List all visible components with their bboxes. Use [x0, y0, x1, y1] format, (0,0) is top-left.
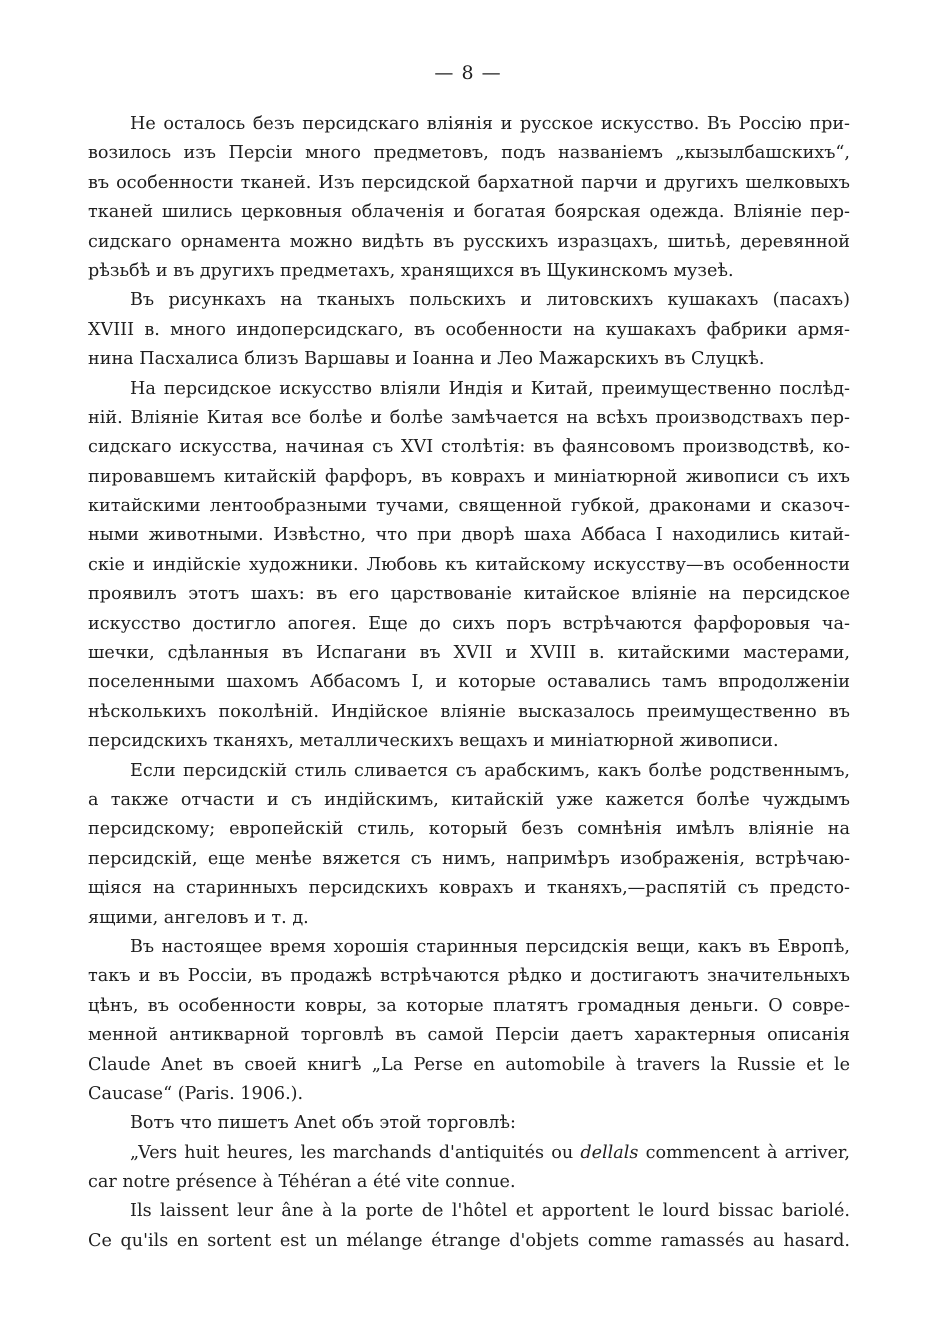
text-line: шечки, сдѣланныя въ Испагани въ XVII и XVIII в. китайскими мастерами,	[88, 643, 850, 664]
text-line: Въ настоящее время хорошiя старинныя персидскiя вещи, какъ въ Европѣ,	[130, 936, 850, 957]
text-line: XVIII в. много индоперсидскаго, въ особенности на кушакахъ фабрики армя-	[88, 319, 850, 340]
text-line: ящими, ангеловъ и т. д.	[88, 907, 309, 928]
text-line: Вотъ что пишетъ Anet объ этой торговлѣ:	[130, 1113, 516, 1134]
text-line: менной антикварной торговлѣ въ самой Персiи даетъ характерныя описанiя	[88, 1025, 850, 1046]
body-text	[88, 110, 850, 1256]
text-line: цѣнъ, въ особенности ковры, за которые платятъ громадныя деньги. О совре-	[88, 995, 850, 1016]
text-line: Если персидскiй стиль сливается съ арабскимъ, какъ болѣе родственнымъ,	[130, 760, 850, 781]
text-line: поселенными шахомъ Аббасомъ I, и которые оставались тамъ впродолженiи	[88, 672, 850, 693]
text-line: Claude Anet въ своей книгѣ „La Perse en automobile à travers la Russie et le	[88, 1054, 850, 1075]
text-line: „Vers huit heures, les marchands d'antiquités ou dellals commencent à arriver,	[130, 1142, 850, 1163]
text-line: ными животными. Извѣстно, что при дворѣ шаха Аббаса I находились китай-	[88, 525, 850, 546]
page-number: — 8 —	[434, 62, 502, 84]
text-line: тканей шились церковныя облаченiя и богатая боярская одежда. Влiянiе пер-	[88, 202, 850, 223]
text-line: пировавшемъ китайскiй фарфоръ, въ коврахъ и миніатюрной живописи съ ихъ	[88, 466, 850, 487]
text-line: персидскому; европейскiй стиль, который безъ сомнѣнiя имѣлъ влiянiе на	[88, 819, 850, 840]
text-line: Не осталось безъ персидскаго влiянiя и русское искусство. Въ Россiю при-	[130, 114, 850, 134]
text-line: такъ и въ Россiи, въ продажѣ встрѣчаются рѣдко и достигаютъ значительныхъ	[88, 966, 850, 987]
text-line: Caucase“ (Paris. 1906.).	[88, 1083, 304, 1104]
text-line: нiй. Влiянiе Китая все болѣе и болѣе замѣчается на всѣхъ производствахъ пер-	[88, 407, 850, 428]
italic-word: dellals	[580, 1142, 639, 1163]
text-line: рѣзьбѣ и въ другихъ предметахъ, хранящихся въ Щукинскомъ музеѣ.	[88, 260, 734, 281]
text-line: искусство достигло апогея. Еще до сихъ поръ встрѣчаются фарфоровыя ча-	[88, 613, 850, 634]
text-line: car notre présence à Téhéran a été vite connue.	[88, 1172, 516, 1193]
text-line: Въ рисункахъ на тканыхъ польскихъ и литовскихъ кушакахъ (пасахъ)	[130, 290, 850, 311]
text-line: сидскаго орнамента можно видѣть въ русскихъ изразцахъ, шитьѣ, деревянной	[88, 231, 850, 252]
text-line: щiяся на старинныхъ персидскихъ коврахъ и тканяхъ,—распятiй съ предсто-	[88, 878, 850, 899]
text-line: Ce qu'ils en sortent est un mélange étrange d'objets comme ramassés au hasard.	[88, 1230, 850, 1251]
text-line: Ils laissent leur âne à la porte de l'hôtel et apportent le lourd bissac bariolé.	[130, 1201, 850, 1222]
text-line: а также отчасти и съ индiйскимъ, китайскiй уже кажется болѣе чуждымъ	[88, 789, 850, 810]
text-line: въ особенности тканей. Изъ персидской бархатной парчи и другихъ шелковыхъ	[88, 172, 850, 193]
text-line: скiе и индiйскiе художники. Любовь къ китайскому искусству—въ особенности	[88, 554, 850, 575]
text-line: персидскiй, еще менѣе вяжется съ нимъ, напримѣръ изображенiя, встрѣчаю-	[88, 848, 850, 869]
text-line: нина Пасхалиса близъ Варшавы и Iоанна и Лео Мажарскихъ въ Слуцкѣ.	[88, 349, 765, 370]
text-line: проявилъ этотъ шахъ: въ его царствованiе китайское влiянiе на персидское	[88, 584, 850, 605]
text-line: нѣсколькихъ поколѣнiй. Индiйское влiянiе высказалось преимущественно въ	[88, 701, 850, 722]
text-line: сидскаго искусства, начиная съ XVI столѣтiя: въ фаянсовомъ производствѣ, ко-	[88, 437, 850, 458]
text-line: На персидское искусство влiяли Индiя и Китай, преимущественно послѣд-	[130, 378, 850, 399]
text-line: персидскихъ тканяхъ, металлическихъ вещахъ и миніатюрной живописи.	[88, 731, 779, 752]
text-line: возилось изъ Персiи много предметовъ, подъ названiемъ „кызылбашскихъ“,	[88, 143, 850, 164]
text-line: китайскими лентообразными тучами, священной губкой, драконами и сказоч-	[88, 496, 850, 517]
